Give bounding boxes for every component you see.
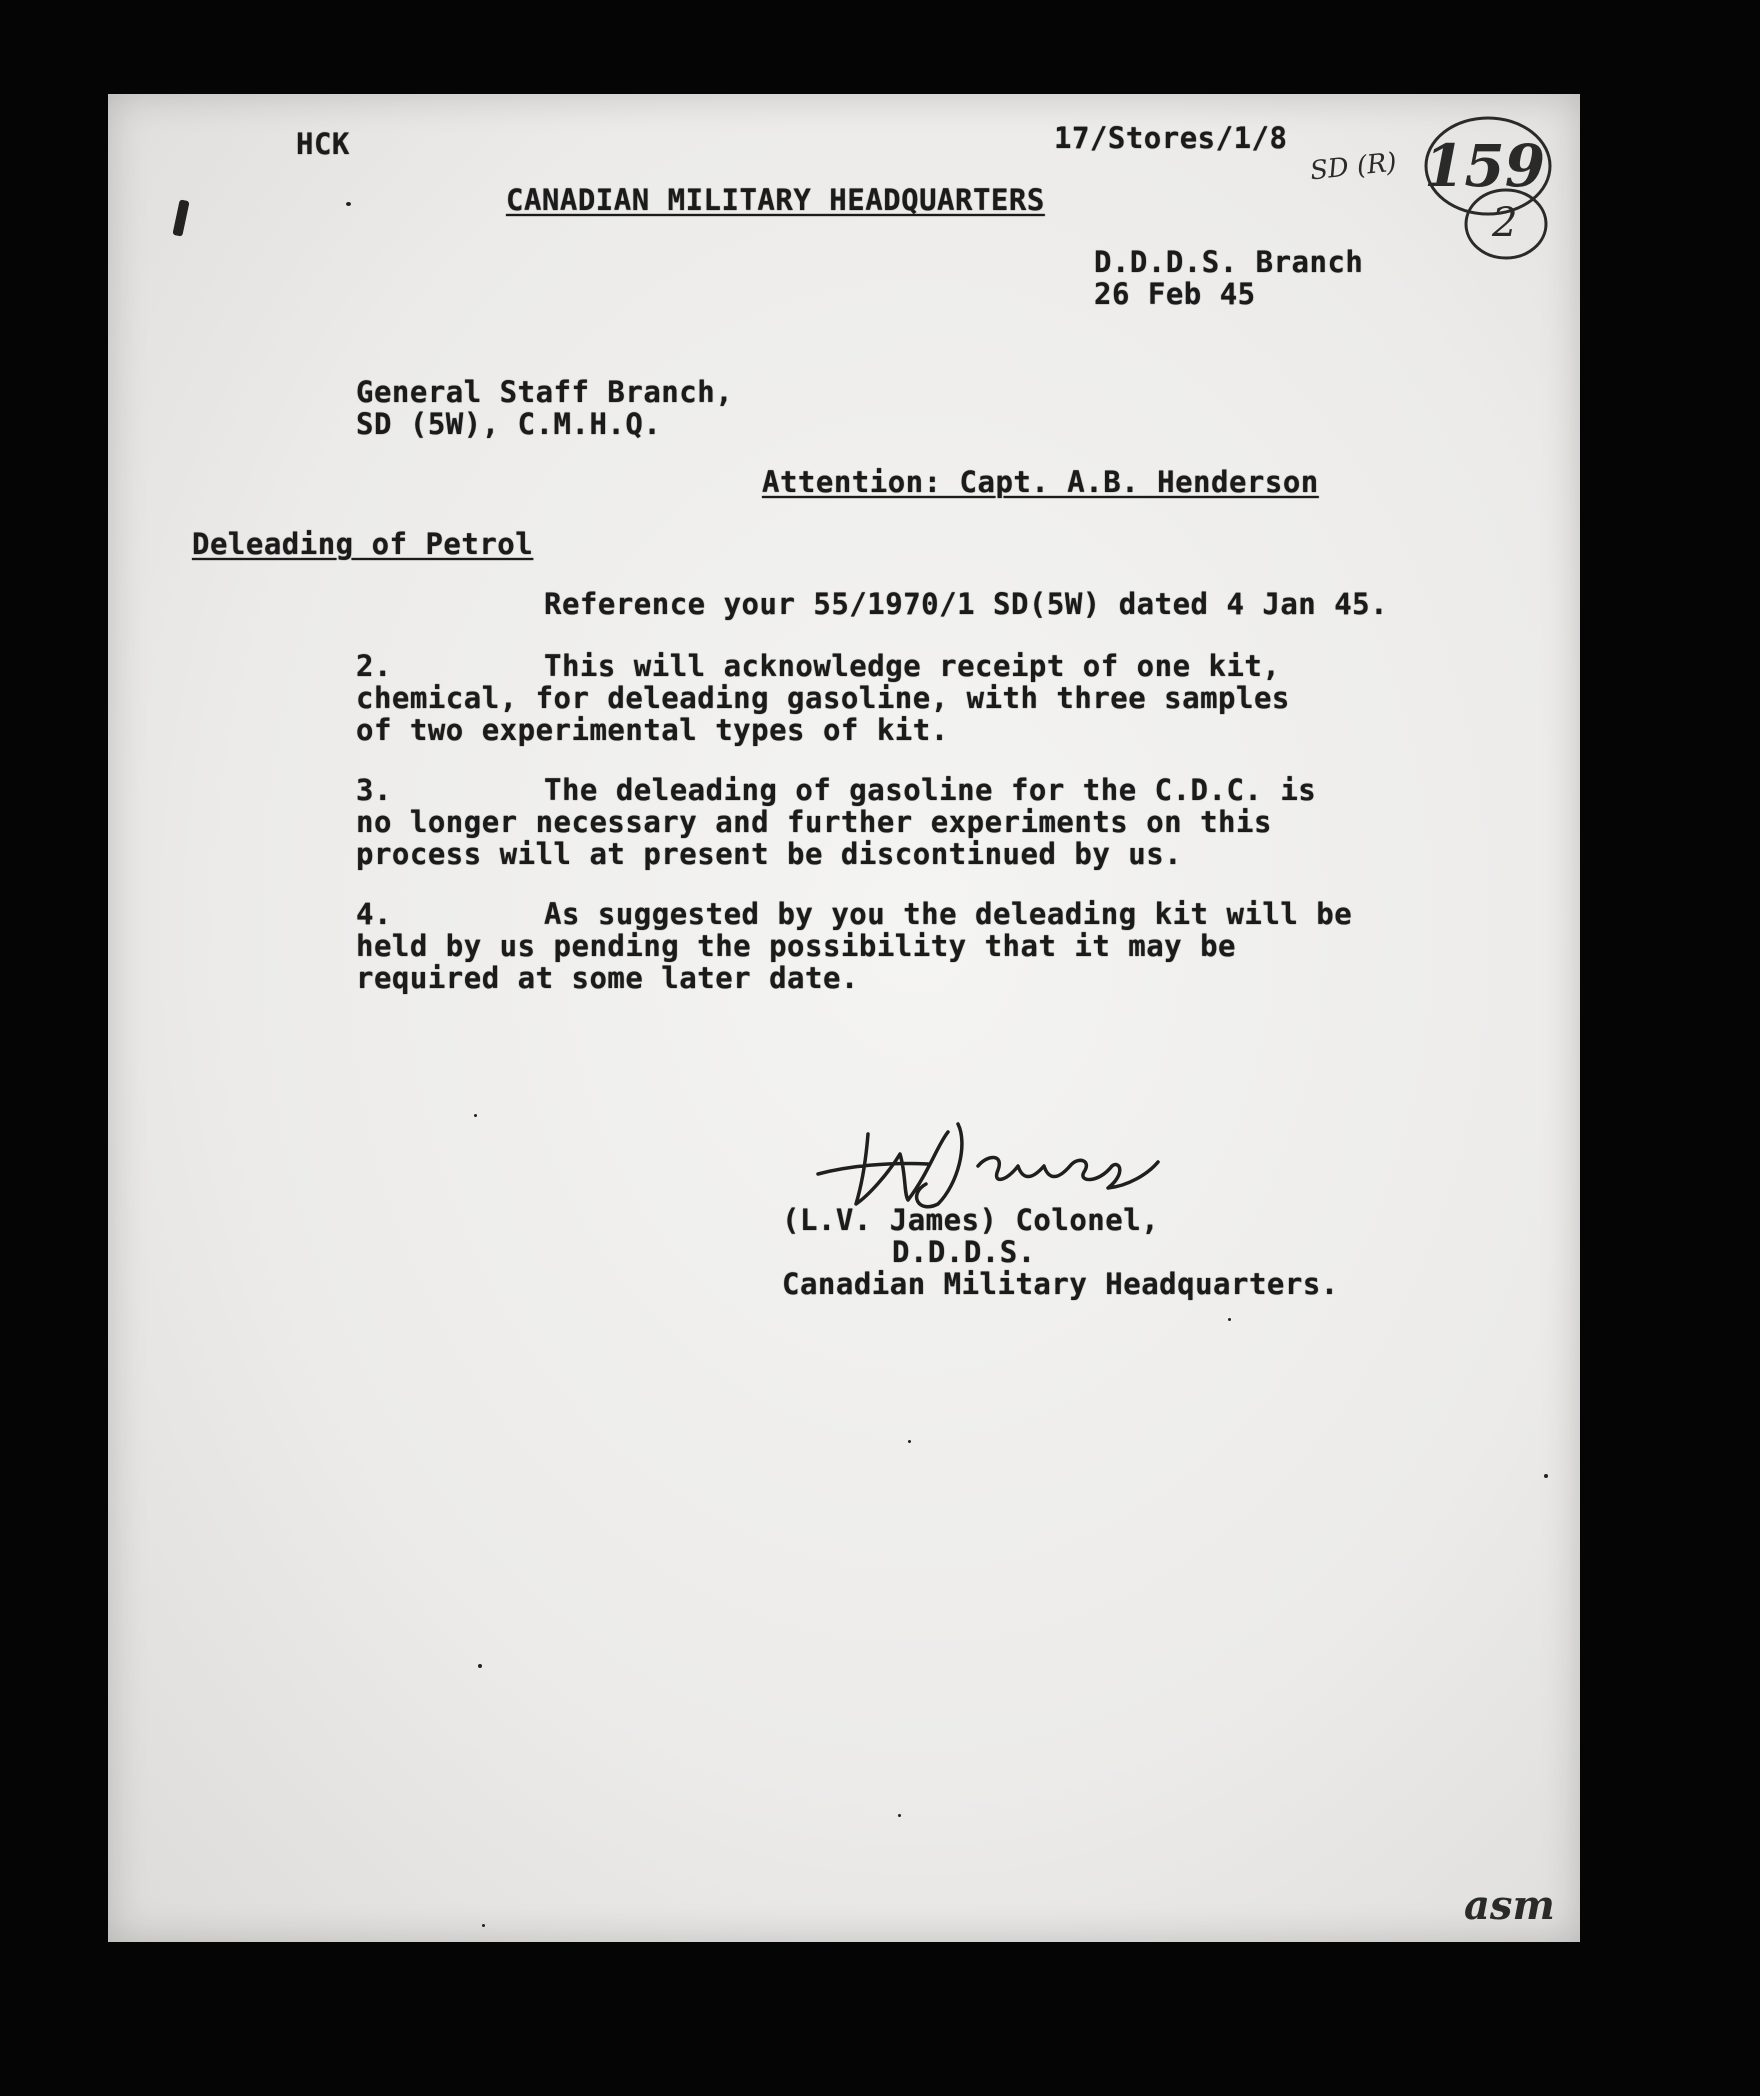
scan-speck: [1228, 1318, 1231, 1321]
signature-line: D.D.D.S.: [892, 1235, 1036, 1269]
signature-line: (L.V. James) Colonel,: [782, 1203, 1160, 1237]
attention-line: Attention: Capt. A.B. Henderson: [762, 465, 1319, 499]
paragraph-line: The deleading of gasoline for the C.D.C. is: [544, 773, 1317, 807]
addressee-line: General Staff Branch,: [356, 375, 734, 409]
scan-speck: [482, 1924, 485, 1927]
folio-circle-mark: [1398, 104, 1568, 274]
corner-handwritten-mark: asm: [1464, 1882, 1555, 1929]
scan-speck: [1544, 1474, 1548, 1478]
initials: HCK: [296, 127, 350, 161]
scan-speck: [346, 202, 351, 206]
scan-speck: [898, 1814, 901, 1817]
paragraph-line: no longer necessary and further experiments on this: [356, 805, 1272, 839]
scan-speck: [478, 1664, 482, 1668]
paragraph-line: As suggested by you the deleading kit will be: [544, 897, 1353, 931]
letterhead-title: CANADIAN MILITARY HEADQUARTERS: [506, 183, 1045, 217]
paragraph-number: 4.: [356, 897, 392, 931]
handwritten-folio: 159: [1424, 132, 1546, 200]
file-reference: 17/Stores/1/8: [1054, 121, 1288, 155]
signature-line: Canadian Military Headquarters.: [782, 1267, 1339, 1301]
branch: D.D.D.S. Branch: [1094, 245, 1364, 279]
scan-speck: [908, 1440, 911, 1443]
paragraph-line: This will acknowledge receipt of one kit,: [544, 649, 1281, 683]
document-page: [108, 94, 1580, 1942]
paragraph-line: of two experimental types of kit.: [356, 713, 949, 747]
paragraph-line: required at some later date.: [356, 961, 859, 995]
handwritten-signature: [808, 1104, 1228, 1214]
paragraph-line: held by us pending the possibility that it may be: [356, 929, 1237, 963]
subject-heading: Deleading of Petrol: [192, 527, 534, 561]
letter-date: 26 Feb 45: [1094, 277, 1256, 311]
addressee-line: SD (5W), C.M.H.Q.: [356, 407, 662, 441]
handwritten-reference: SD (R): [1308, 147, 1399, 187]
paragraph-number: 3.: [356, 773, 392, 807]
handwritten-circled-number: 2: [1492, 200, 1518, 246]
reference-line: Reference your 55/1970/1 SD(5W) dated 4 Jan 45.: [544, 587, 1389, 621]
paragraph-line: process will at present be discontinued by us.: [356, 837, 1183, 871]
paragraph-number: 2.: [356, 649, 392, 683]
scan-speck: [172, 199, 189, 236]
paragraph-line: chemical, for deleading gasoline, with three samples: [356, 681, 1290, 715]
scan-speck: [474, 1114, 477, 1117]
